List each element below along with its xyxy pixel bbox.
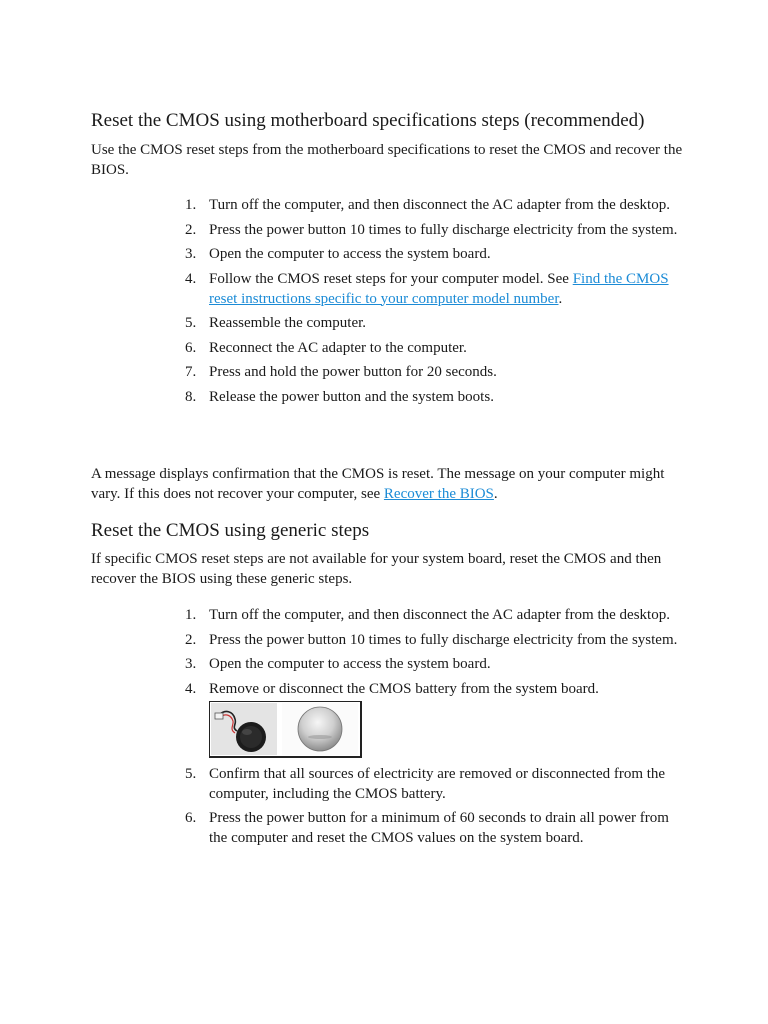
step-text: Press and hold the power button for 20 seconds. (209, 364, 497, 380)
step-number: 2. (185, 631, 197, 648)
reset-confirmation-paragraph (91, 464, 691, 504)
step-number: 4. (185, 680, 197, 697)
recover-bios-link[interactable]: Recover the BIOS (383, 486, 494, 502)
step-text: Remove or disconnect the CMOS battery from the system board. (209, 680, 599, 697)
list-item (185, 387, 684, 407)
section-heading-motherboard-steps: Reset the CMOS using motherboard specifications steps (recommended) (91, 110, 645, 131)
list-item (185, 764, 684, 804)
step-text: Press the power button 10 times to fully discharge electricity from the system. (209, 221, 678, 238)
list-item (185, 195, 684, 215)
list-item (185, 679, 684, 758)
list-item (185, 362, 684, 382)
step-text: Open the computer to access the system board. (209, 656, 491, 672)
step-text: Turn off the computer, and then disconnect the AC adapter from the desktop. (209, 607, 670, 623)
list-item (185, 605, 684, 625)
cmos-instructions-link[interactable]: Find the CMOS reset instructions specific to your computer model number (209, 270, 669, 307)
step-number: 7. (185, 364, 197, 380)
step-text: Confirm that all sources of electricity are removed or disconnected from the computer, including the CMOS battery. (209, 765, 666, 802)
step-text: Release the power button and the system boots. (209, 388, 494, 405)
step-number: 6. (185, 339, 197, 356)
list-item (185, 313, 684, 333)
step-number: 3. (185, 246, 197, 262)
step-number: 5. (185, 315, 197, 331)
step-number: 1. (185, 607, 197, 623)
motherboard-steps-list (185, 195, 684, 411)
step-number: 1. (185, 197, 197, 213)
section-heading-generic-steps: Reset the CMOS using generic steps (91, 520, 370, 541)
step-number: 8. (185, 388, 197, 405)
step-text: Turn off the computer, and then disconnect the AC adapter from the desktop. (209, 197, 670, 213)
list-item (185, 269, 684, 309)
step-text: Press the power button for a minimum of 60 seconds to drain all power from the computer and reset the CMOS values on the system board. (209, 810, 669, 846)
step-text: Reassemble the computer. (209, 315, 367, 331)
step-text: Press the power button 10 times to fully discharge electricity from the system. (209, 631, 678, 648)
step-text: Reconnect the AC adapter to the computer. (209, 339, 467, 356)
cmos-battery-cable-photo (211, 703, 277, 755)
step-number: 3. (185, 656, 197, 672)
generic-steps-list (185, 605, 684, 853)
cmos-battery-image (209, 701, 362, 758)
step-text-after: . (558, 290, 563, 307)
list-item (185, 338, 684, 358)
step-number: 5. (185, 765, 197, 782)
list-item (185, 654, 684, 674)
list-item (185, 630, 684, 650)
step-text: Open the computer to access the system board. (209, 246, 491, 262)
step-text: Follow the CMOS reset steps for your computer model. See (209, 270, 573, 287)
confirmation-text: A message displays confirmation that the CMOS is reset. The message on your computer might vary. If this does not recover your computer, see (91, 466, 665, 502)
cmos-coin-battery-photo (282, 703, 358, 755)
coin-battery-icon (282, 703, 358, 755)
list-item (185, 244, 684, 264)
cmos-battery-cable-icon (211, 703, 277, 755)
step-number: 4. (185, 270, 197, 287)
section-intro-motherboard-steps: Use the CMOS reset steps from the motherboard specifications to reset the CMOS and recover the BIOS. (91, 142, 683, 178)
confirmation-after: . (493, 486, 498, 502)
step-number: 6. (185, 810, 197, 826)
list-item (185, 808, 684, 848)
section-intro-generic-steps: If specific CMOS reset steps are not available for your system board, reset the CMOS and then recover the BIOS using these generic steps. (91, 551, 662, 587)
list-item (185, 220, 684, 240)
step-number: 2. (185, 221, 197, 238)
